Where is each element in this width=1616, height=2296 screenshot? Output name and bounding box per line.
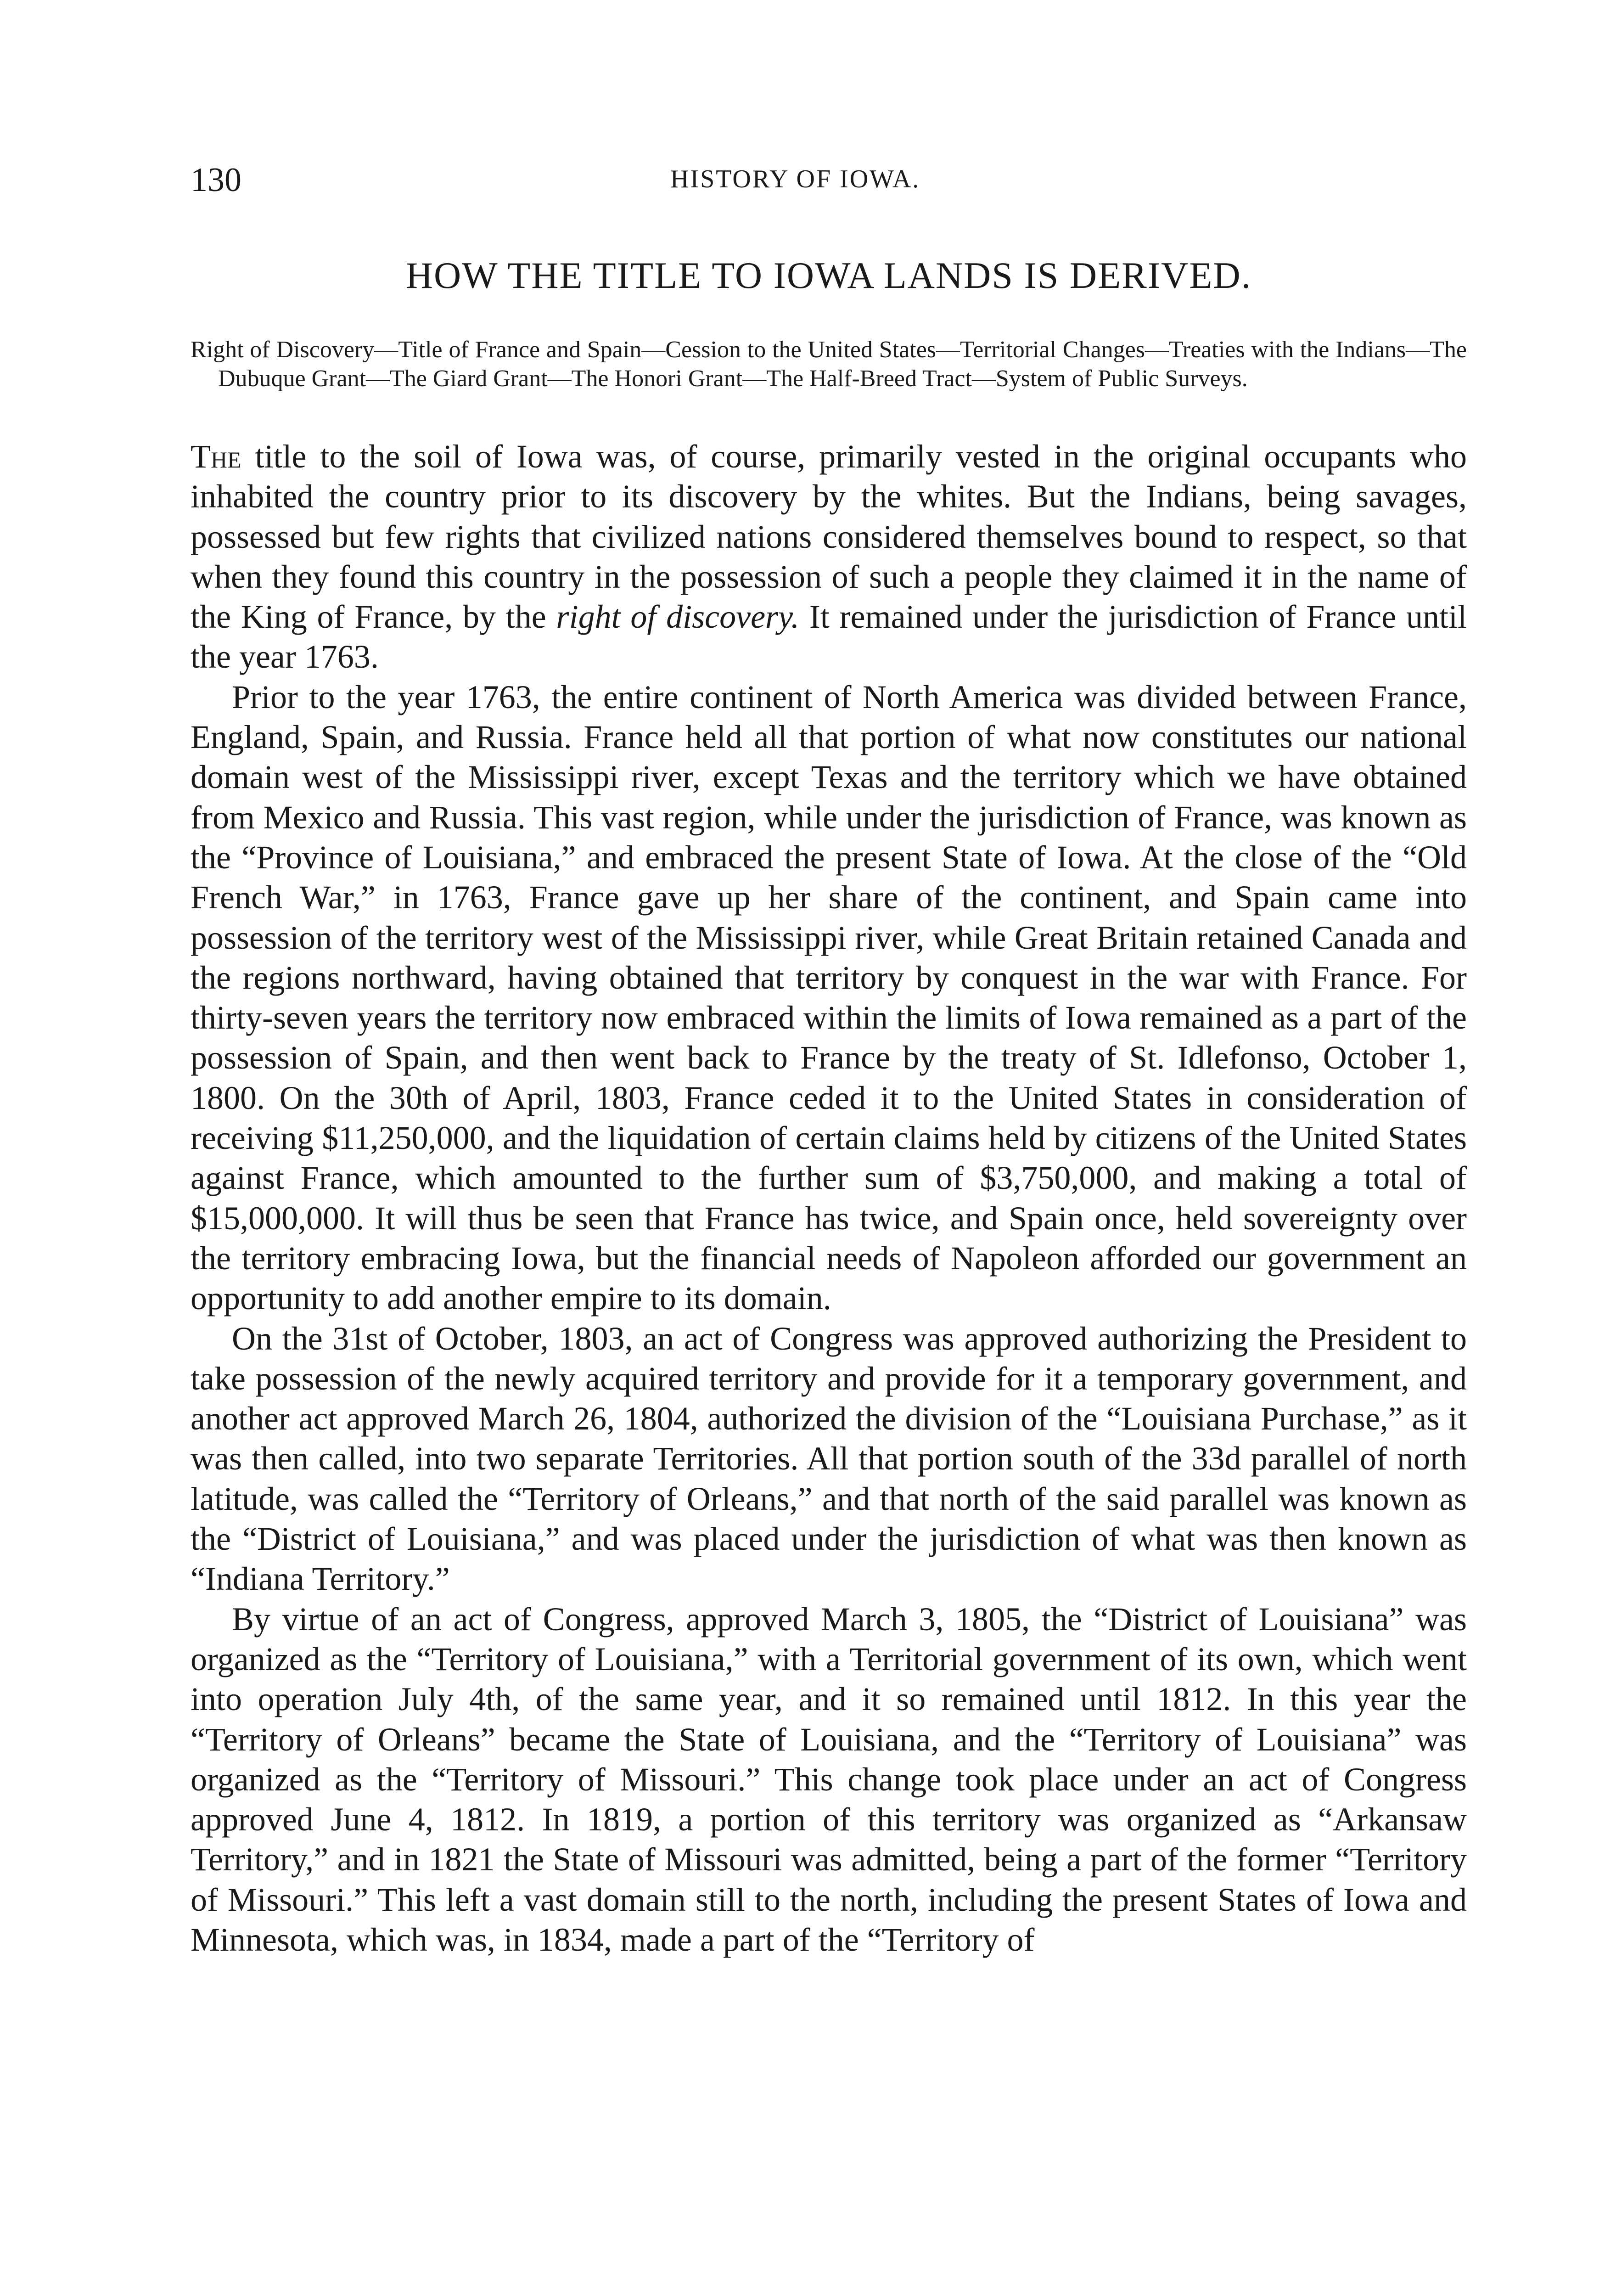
paragraph-1-lead: The <box>191 438 241 475</box>
paragraph-4: By virtue of an act of Congress, approved March 3, 1805, the “District of Louisiana” was organized as the “Territory of Louisiana,” with a Territorial government of its own, which went into operation July 4th, of the same year, and it so remained until 1812. In this year the “Territory of Orleans” became the State of Louisiana, and the “Territory of Louisiana” was organized as the “Territory of Missouri.” This change took place under an act of Congress approved June 4, 1812. In 1819, a portion of this territory was organized as “Arkansaw Territory,” and in 1821 the State of Missouri was admitted, being a part of the former “Territory of Missouri.” This left a vast domain still to the north, including the present States of Iowa and Minnesota, which was, in 1834, made a part of the “Territory of <box>191 1600 1467 1958</box>
body-text <box>191 437 1467 1960</box>
paragraph-1-text-a: title to the soil of Iowa was, of course, primarily vested in the original occupants who inhabited the country prior to its discovery by the whites. But the Indians, being savages, possessed but few rights that civilized nations considered themselves bound to respect, so that when they found this country in the possession of such a people they claimed it in the name of the King of France, by the <box>191 438 1467 636</box>
paragraph-1 <box>191 437 1467 677</box>
running-head <box>191 161 1467 211</box>
paragraph-3: On the 31st of October, 1803, an act of Congress was approved authorizing the President to take possession of the newly acquired territory and provide for it a temporary government, and another act approved March 26, 1804, authorized the division of the “Louisiana Purchase,” as it was then called, into two separate Territories. All that portion south of the 33d parallel of north latitude, was called the “Territory of Orleans,” and that north of the said parallel was known as the “District of Louisiana,” and was placed under the jurisdiction of what was then known as “Indiana Territory.” <box>191 1320 1467 1598</box>
paragraph-1-text-b: It remained under the jurisdiction of France until the year 1763. <box>191 598 1467 675</box>
book-page <box>191 161 1467 1960</box>
paragraph-2: Prior to the year 1763, the entire continent of North America was divided between France, England, Spain, and Russia. France held all that portion of what now constitutes our national domain west of the Mississippi river, except Texas and the territory which we have obtained from Mexico and Russia. This vast region, while under the jurisdiction of France, was known as the “Province of Louisiana,” and embraced the present State of Iowa. At the close of the “Old French War,” in 1763, France gave up her share of the continent, and Spain came into possession of the territory west of the Mississippi river, while Great Britain retained Canada and the regions northward, having obtained that territory by conquest in the war with France. For thirty-seven years the territory now embraced within the limits of Iowa remained as a part of the possession of Spain, and then went back to France by the treaty of St. Idlefonso, October 1, 1800. On the 30th of April, 1803, France ceded it to the United States in consideration of receiving $11,250,000, and the liquidation of certain claims held by citizens of the United States against France, which amounted to the further sum of $3,750,000, and making a total of $15,000,000. It will thus be seen that France has twice, and Spain once, held sovereignty over the territory embracing Iowa, but the financial needs of Napoleon afforded our government an opportunity to add another empire to its domain. <box>191 678 1467 1317</box>
running-title: HISTORY OF IOWA. <box>670 165 920 193</box>
chapter-title: HOW THE TITLE TO IOWA LANDS IS DERIVED. <box>405 254 1252 296</box>
page-number: 130 <box>191 161 241 199</box>
chapter-synopsis: Right of Discovery—Title of France and Spain—Cession to the United States—Territorial Changes—Treaties with the Indians—The Dubuque Grant—The Giard Grant—The Honori Grant—The Half-Breed Tract—System of Public Surveys. <box>191 337 1467 392</box>
paragraph-1-italic: right of discovery. <box>556 598 800 636</box>
